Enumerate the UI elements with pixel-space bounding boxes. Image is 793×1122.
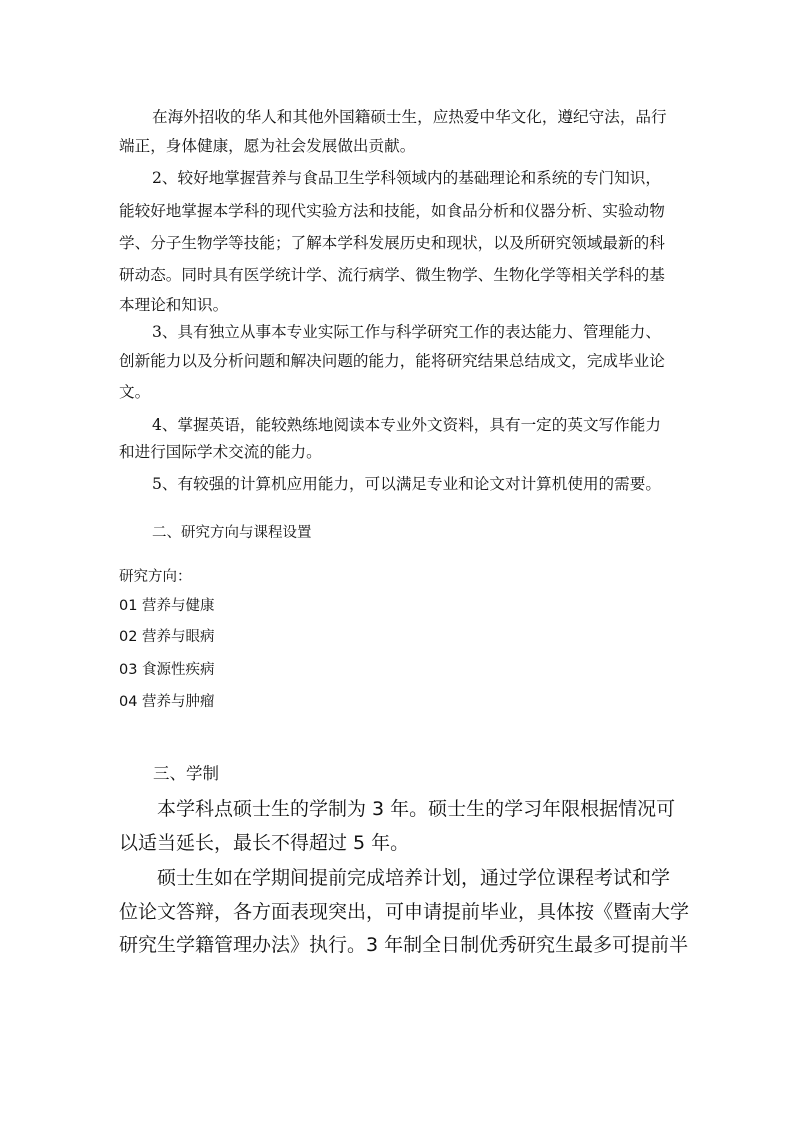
text-line: 研动态。同时具有医学统计学、流行病学、微生物学、生物化学等相关学科的基 — [119, 266, 665, 284]
direction-item: 03 食源性疾病 — [119, 662, 215, 678]
text-line: 端正，身体健康，愿为社会发展做出贡献。 — [119, 137, 416, 155]
text-line: 研究生学籍管理办法》执行。3 年制全日制优秀研究生最多可提前半 — [119, 934, 689, 956]
direction-item: 01 营养与健康 — [119, 598, 215, 614]
text-line: 能较好地掌握本学科的现代实验方法和技能，如食品分析和仪器分析、实验动物 — [119, 202, 665, 220]
text-line: 4、掌握英语，能较熟练地阅读本专业外文资料，具有一定的英文写作能力 — [152, 416, 661, 434]
direction-item: 02 营养与眼病 — [119, 629, 215, 645]
text-line: 本学科点硕士生的学制为 3 年。硕士生的学习年限根据情况可 — [157, 798, 676, 820]
text-line: 硕士生如在学期间提前完成培养计划，通过学位课程考试和学 — [157, 867, 671, 889]
text-line: 文。 — [119, 383, 151, 401]
text-line: 创新能力以及分析问题和解决问题的能力，能将研究结果总结成文，完成毕业论 — [119, 352, 665, 370]
text-line: 本理论和知识。 — [119, 296, 229, 314]
text-line: 和进行国际学术交流的能力。 — [119, 443, 322, 461]
directions-label: 研究方向： — [119, 569, 192, 585]
text-line: 以适当延长，最长不得超过 5 年。 — [119, 832, 410, 854]
text-line: 5、有较强的计算机应用能力，可以满足专业和论文对计算机使用的需要。 — [152, 475, 661, 493]
section-heading: 三、学制 — [153, 764, 219, 783]
text-line: 学、分子生物学等技能；了解本学科发展历史和现状，以及所研究领域最新的科 — [119, 234, 665, 252]
text-line: 位论文答辩，各方面表现突出，可申请提前毕业，具体按《暨南大学 — [119, 901, 690, 923]
direction-item: 04 营养与肿瘤 — [119, 694, 215, 710]
section-heading: 二、研究方向与课程设置 — [152, 525, 312, 541]
text-line: 3、具有独立从事本专业实际工作与科学研究工作的表达能力、管理能力、 — [152, 323, 661, 341]
text-line: 在海外招收的华人和其他外国籍硕士生，应热爱中华文化，遵纪守法，品行 — [152, 108, 667, 126]
text-line: 2、较好地掌握营养与食品卫生学科领域内的基础理论和系统的专门知识， — [152, 169, 661, 187]
